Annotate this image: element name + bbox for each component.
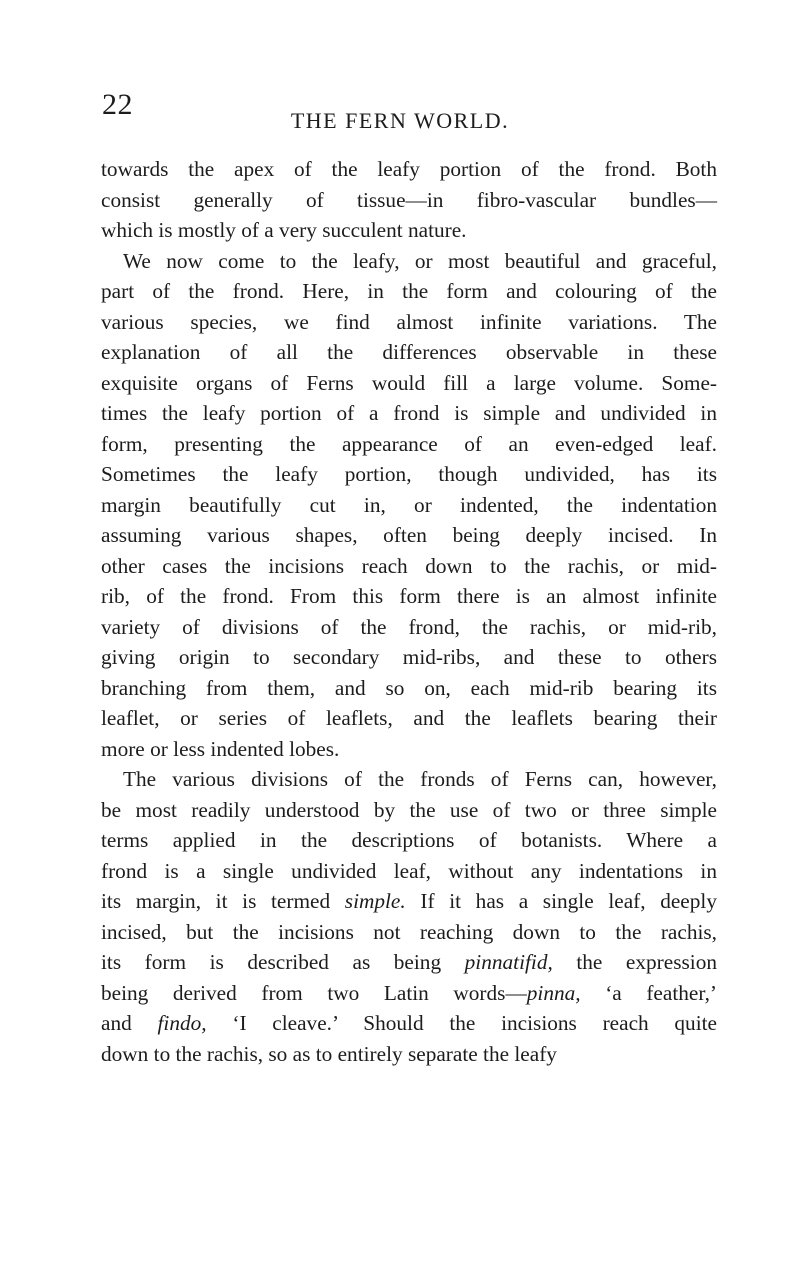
text-line: Sometimes the leafy portion, though undivided, has its	[101, 462, 717, 486]
running-head: THE FERN WORLD.	[290, 108, 510, 133]
text-line: branching from them, and so on, each mid-rib bearing its	[101, 675, 717, 700]
text-line: more or less indented lobes.	[101, 736, 340, 761]
text-line	[101, 947, 717, 978]
text-line: assuming various shapes, often being deeply incised. In	[101, 523, 717, 547]
text-span: ‘I cleave.’ Should the incisions reach quite	[206, 1011, 717, 1035]
text-span: and	[101, 1011, 158, 1035]
text-line: incised, but the incisions not reaching down to the rachis,	[101, 919, 717, 944]
text-line: variety of divisions of the frond, the rachis, or mid-rib,	[101, 614, 717, 639]
text-span: being derived from two Latin words—	[101, 980, 527, 1005]
text-line: The various divisions of the fronds of Ferns can, however,	[123, 767, 717, 791]
italic-term: pinna,	[526, 980, 581, 1005]
text-line: rib, of the frond. From this form there is an almost infinite	[101, 584, 717, 608]
italic-term: simple.	[344, 889, 406, 913]
text-line: various species, we find almost infinite variations. The	[101, 309, 717, 334]
italic-term: findo,	[157, 1011, 207, 1035]
text-line: leaflet, or series of leaflets, and the leaflets bearing their	[101, 706, 717, 730]
text-line: part of the frond. Here, in the form and colouring of the	[101, 279, 717, 303]
text-line	[101, 978, 717, 1009]
page-header	[0, 88, 800, 148]
text-span: ‘a feather,’	[580, 980, 717, 1005]
page-number: 22	[102, 88, 133, 121]
body-text	[101, 154, 717, 1069]
text-line	[101, 886, 717, 917]
text-span: its form is described as being	[101, 950, 465, 974]
text-line: form, presenting the appearance of an even-edged leaf.	[101, 431, 717, 456]
text-span: its margin, it is termed	[101, 889, 345, 913]
text-line: We now come to the leafy, or most beautiful and graceful,	[123, 248, 717, 273]
text-line: other cases the incisions reach down to the rachis, or mid-	[101, 553, 717, 578]
italic-term: pinnatifid,	[464, 950, 553, 974]
text-line: margin beautifully cut in, or indented, the indentation	[101, 492, 717, 517]
text-span: If it has a single leaf, deeply	[405, 889, 717, 913]
text-line: which is mostly of a very succulent nature.	[101, 218, 467, 242]
text-line: consist generally of tissue—in fibro-vascular bundles—	[101, 187, 717, 212]
text-line: giving origin to secondary mid-ribs, and these to others	[101, 645, 717, 669]
text-line: be most readily understood by the use of two or three simple	[101, 797, 717, 822]
text-line: times the leafy portion of a frond is simple and undivided in	[101, 401, 717, 425]
text-line: towards the apex of the leafy portion of the frond. Both	[101, 157, 717, 181]
text-line: explanation of all the differences observable in these	[101, 340, 717, 364]
text-line: frond is a single undivided leaf, without any indentations in	[101, 858, 717, 883]
text-span: the expression	[552, 950, 717, 974]
text-line	[101, 1008, 717, 1039]
text-line: terms applied in the descriptions of botanists. Where a	[101, 828, 717, 852]
text-line: exquisite organs of Ferns would fill a large volume. Some-	[101, 370, 717, 395]
text-line: down to the rachis, so as to entirely separate the leafy	[101, 1041, 557, 1066]
